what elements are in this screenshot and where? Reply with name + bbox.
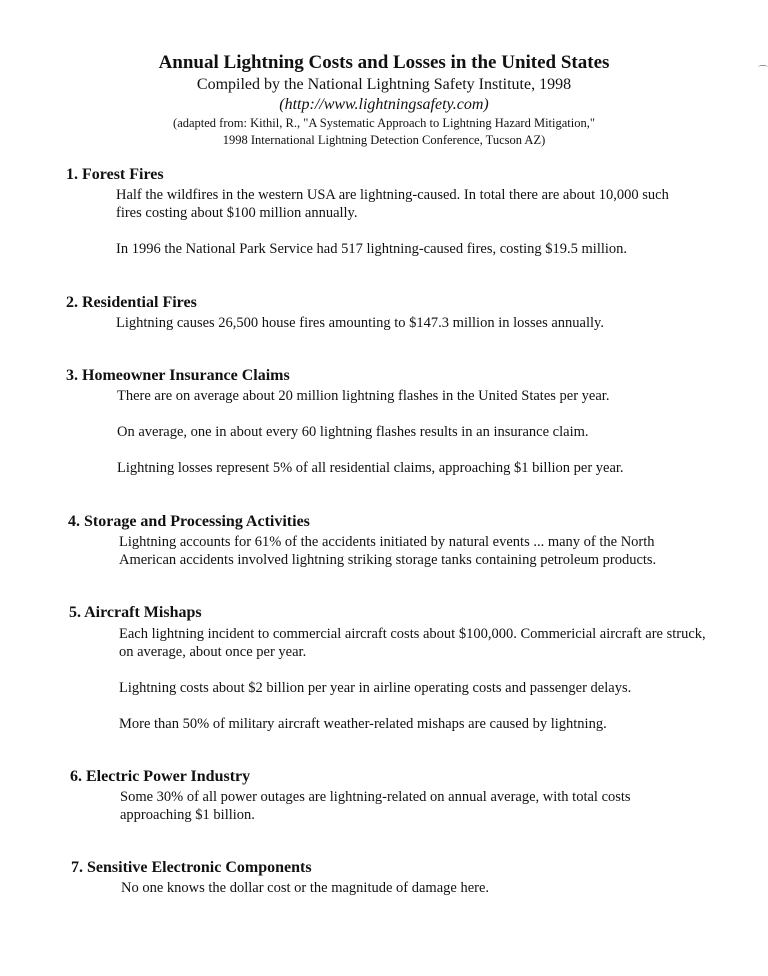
section-title: 3. Homeowner Insurance Claims bbox=[66, 367, 290, 384]
section-title: 7. Sensitive Electronic Components bbox=[71, 859, 312, 876]
section-paragraph: Lightning costs about $2 billion per year in airline operating costs and passenger delays. bbox=[119, 680, 632, 696]
citation-line-1: (adapted from: Kithil, R., "A Systematic Approach to Lightning Hazard Mitigation," bbox=[173, 116, 595, 130]
section-paragraph: Half the wildfires in the western USA are lightning-caused. In total there are about 10,000 such fires costing about $100 million annually. bbox=[116, 187, 669, 221]
section-paragraph: More than 50% of military aircraft weather-related mishaps are caused by lightning. bbox=[119, 716, 607, 732]
scan-mark-icon: ⌒ bbox=[758, 66, 768, 77]
section-paragraph: In 1996 the National Park Service had 517 lightning-caused fires, costing $19.5 million. bbox=[116, 241, 628, 257]
section-paragraph: No one knows the dollar cost or the magnitude of damage here. bbox=[121, 880, 490, 896]
source-url: (http://www.lightningsafety.com) bbox=[279, 96, 489, 113]
section-title: 1. Forest Fires bbox=[66, 166, 164, 183]
document-header bbox=[0, 52, 768, 149]
document-title: Annual Lightning Costs and Losses in the United States bbox=[158, 52, 610, 73]
section-title: 2. Residential Fires bbox=[66, 294, 197, 311]
section-title: 6. Electric Power Industry bbox=[70, 768, 251, 785]
section-paragraph: Lightning causes 26,500 house fires amounting to $147.3 million in losses annually. bbox=[116, 315, 604, 331]
section-paragraph: There are on average about 20 million lightning flashes in the United States per year. bbox=[117, 388, 610, 404]
citation-line-2: 1998 International Lightning Detection Conference, Tucson AZ) bbox=[222, 133, 546, 147]
section-paragraph: Some 30% of all power outages are lightning-related on annual average, with total costs approaching $1 billion. bbox=[120, 789, 631, 823]
document-subtitle: Compiled by the National Lightning Safety Institute, 1998 bbox=[196, 76, 572, 93]
section-paragraph: Lightning accounts for 61% of the accidents initiated by natural events ... many of the North American accidents involved lightning striking storage tanks containing petroleum products. bbox=[119, 534, 657, 568]
section-paragraph: Lightning losses represent 5% of all residential claims, approaching $1 billion per year. bbox=[117, 460, 624, 476]
section-title: 4. Storage and Processing Activities bbox=[68, 513, 310, 530]
section-paragraph: On average, one in about every 60 lightning flashes results in an insurance claim. bbox=[117, 424, 589, 440]
section-paragraph: Each lightning incident to commercial aircraft costs about $100,000. Commericial aircraft are struck, on average, about once per year. bbox=[119, 626, 706, 660]
section-title: 5. Aircraft Mishaps bbox=[69, 604, 202, 621]
